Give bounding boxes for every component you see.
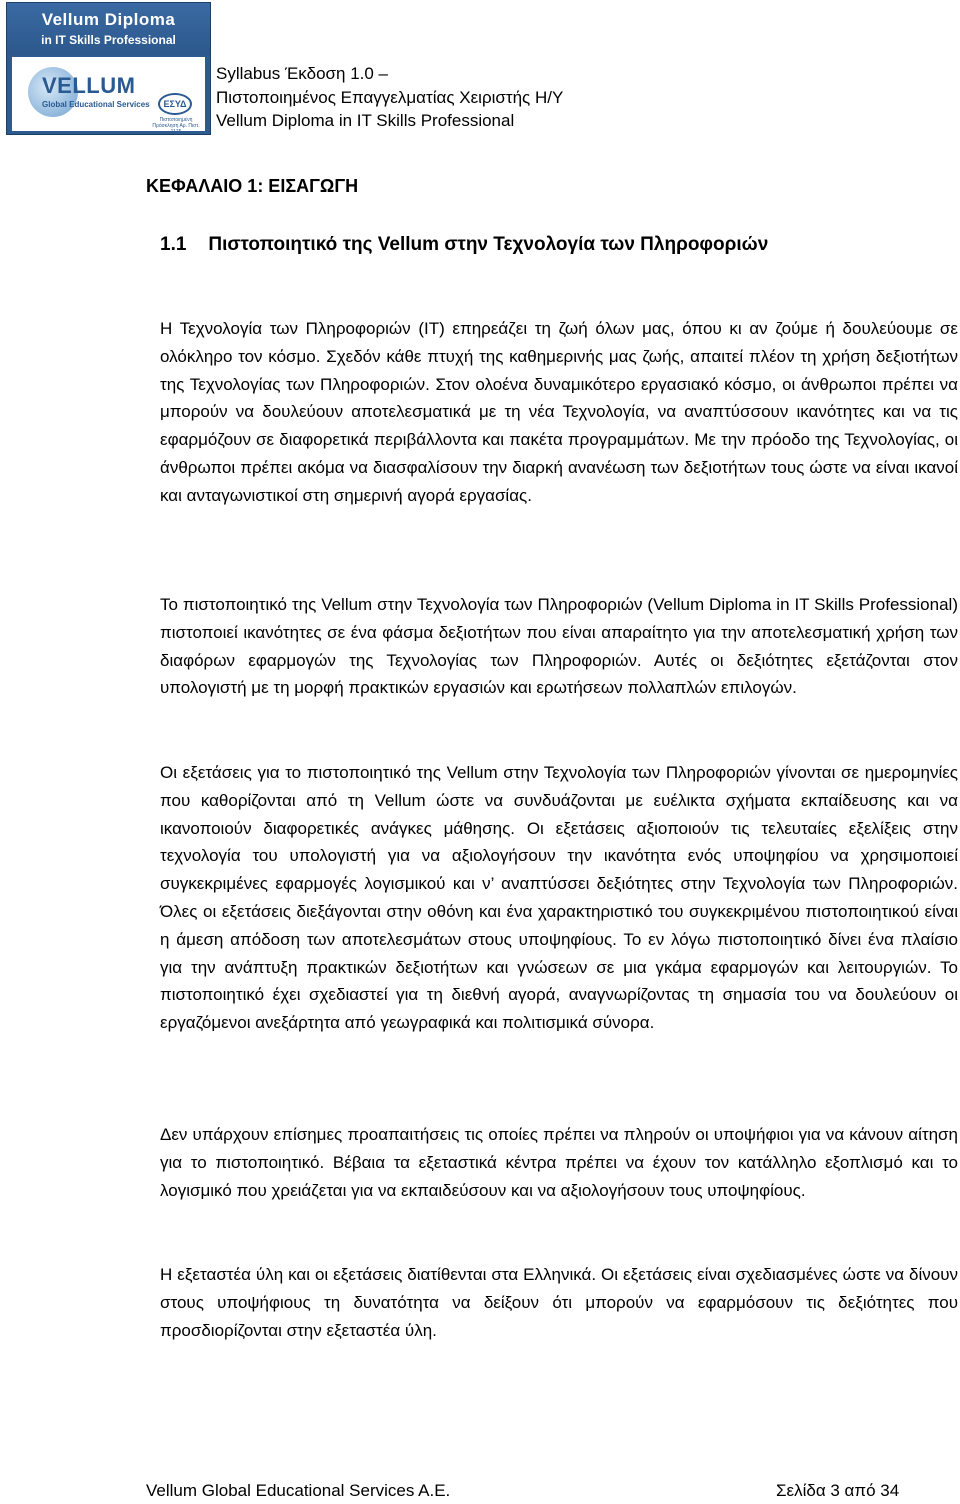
footer-page-number: Σελίδα 3 από 34 xyxy=(776,1481,900,1500)
logo-panel xyxy=(12,57,205,135)
esyd-caption: Πιστοποιημένη Πρόσκληση Αρ. Πιστ. 1175 xyxy=(152,117,200,135)
esyd-seal-icon: ΕΣΥΔ xyxy=(158,93,192,115)
paragraph: Οι εξετάσεις για το πιστοποιητικό της Vellum στην Τεχνολογία των Πληροφοριών γίνονται σε ημερομηνίες που καθορίζονται από τη Vellum ώστε να συνδυάζονται με ευέλικτα σχήματα εκπαίδευσης και να ικανοποιούν διαφορετικές ανάγκες μάθησης. Οι εξετάσεις αξιοποιούν τις τελευταίες εξελίξεις στην τεχνολογία του υπολογιστή για να αξιολογήσουν την ικανότητα ενός υποψηφίου να χρησιμοποιεί συγκεκριμένες εφαρμογές λογισμικού και ν’ αναπτύσσει δεξιότητες στην Τεχνολογία των Πληροφοριών. Όλες οι εξετάσεις διεξάγονται στην οθόνη και ένα χαρακτηριστικό του συγκεκριμένου πιστοποιητικού είναι η άμεση απόδοση των αποτελεσμάτων στους υποψηφίους. Το εν λόγω πιστοποιητικό δίνει ένα πλαίσιο για την ανάπτυξη πρακτικών δεξιοτήτων και γνώσεων σε μια γκάμα εφαρμογών και λειτουργιών. Το πιστοποιητικό έχει σχεδιαστεί για τη διεθνή αγορά, αναγνωρίζοντας τη σημασία του να δουλεύουν οι εργαζόμενοι ανεξάρτητα από γεωγραφικά και πολιτισμικά σύνορα. xyxy=(160,763,958,1033)
paragraph: Η Τεχνολογία των Πληροφοριών (IT) επηρεάζει τη ζωή όλων μας, όπου κι αν ζούμε ή δουλεύουμε σε ολόκληρο τον κόσμο. Σχεδόν κάθε πτυχή της καθημερινής μας ζωής, απαιτεί πλέον τη χρήση δεξιοτήτων της Τεχνολογίας των Πληροφοριών. Στον ολοένα δυναμικότερο εργασιακό κόσμο, οι άνθρωποι πρέπει να μπορούν να δουλεύουν αποτελεσματικά με τη νέα Τεχνολογία, να αναπτύσσουν ικανότητες και να τις εφαρμόζουν σε διαφορετικά περιβάλλοντα και πακέτα προγραμμάτων. Με την πρόοδο της Τεχνολογίας, οι άνθρωποι πρέπει ακόμα να διασφαλίσουν την διαρκή ανανέωση των δεξιοτήτων τους ώστε να είναι ικανοί και ανταγωνιστικοί στη σημερινή αγορά εργασίας. xyxy=(160,319,958,505)
header-info xyxy=(216,62,563,133)
logo-banner xyxy=(7,3,210,55)
paragraph: Η εξεταστέα ύλη και οι εξετάσεις διατίθενται στα Ελληνικά. Οι εξετάσεις είναι σχεδιασμένες ώστε να δίνουν στους υποψήφιους τη δυνατότητα να δείξουν ότι μπορούν να εφαρμόσουν τις δεξιότητες που προσδιορίζονται στην εξεταστέα ύλη. xyxy=(160,1265,958,1340)
paragraph: Δεν υπάρχουν επίσημες προαπαιτήσεις τις οποίες πρέπει να πληρούν οι υποψήφιοι για να κάνουν αίτηση για το πιστοποιητικό. Βέβαια τα εξεταστικά κέντρα πρέπει να έχουν τον κατάλληλο εξοπλισμό και το λογισμικό που χρειάζεται για να εκπαιδεύσουν και να αξιολογήσουν τους υποψηφίους. xyxy=(160,1125,958,1200)
logo-banner-subtitle: in IT Skills Professional xyxy=(41,33,176,47)
header-syllabus-version: Syllabus Έκδοση 1.0 – xyxy=(216,64,389,83)
section-number: 1.1 xyxy=(160,234,187,255)
header-certificate-greek: Πιστοποιημένος Επαγγελματίας Χειριστής Η/Υ xyxy=(216,87,564,107)
logo-brand-sub: Global Educational Services xyxy=(42,100,150,109)
section-heading: Πιστοποιητικό της Vellum στην Τεχνολογία των Πληροφοριών xyxy=(208,234,769,255)
header-certificate-english: Vellum Diploma in IT Skills Professional xyxy=(216,111,515,130)
logo-brand: VELLUM xyxy=(42,73,136,98)
chapter-title: ΚΕΦΑΛΑΙΟ 1: ΕΙΣΑΓΩΓΗ xyxy=(146,176,359,196)
paragraph: Το πιστοποιητικό της Vellum στην Τεχνολογία των Πληροφοριών (Vellum Diploma in IT Skills Professional) πιστοποιεί ικανότητες σε ένα φάσμα δεξιοτήτων που είναι απαραίτητο για την αποτελεσματική χρήση των διαφόρων εφαρμογών της Τεχνολογίας των Πληροφοριών. Αυτές οι δεξιότητες εξετάζονται στον υπολογιστή με τη μορφή πρακτικών εργασιών και ερωτήσεων πολλαπλών επιλογών. xyxy=(160,595,958,698)
footer-company: Vellum Global Educational Services A.E. xyxy=(146,1481,451,1500)
vellum-logo xyxy=(6,2,211,135)
logo-banner-title: Vellum Diploma xyxy=(41,10,176,29)
section-title xyxy=(160,230,880,259)
